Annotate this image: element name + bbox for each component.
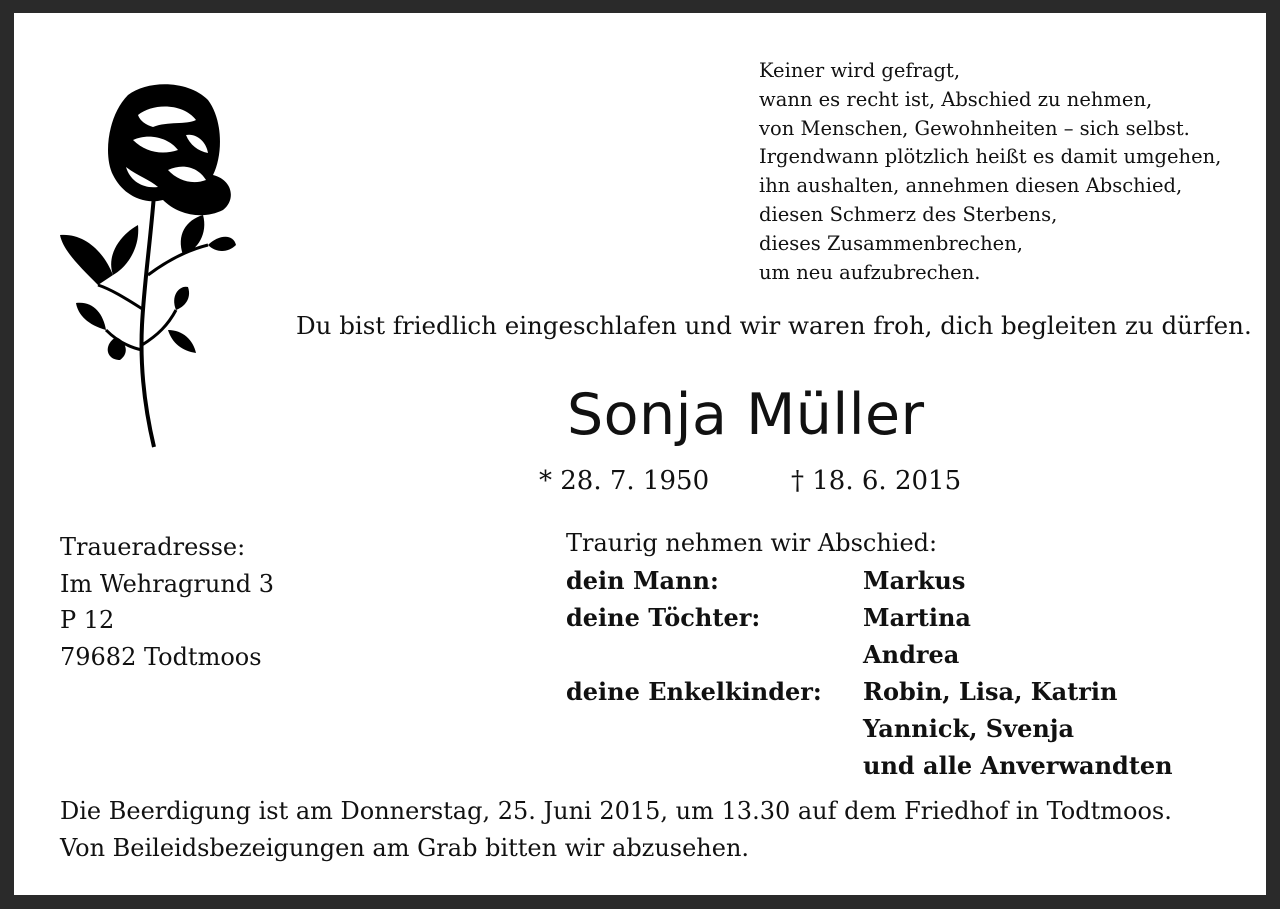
- address-line: Im Wehragrund 3: [60, 569, 275, 598]
- funeral-info: [60, 793, 1172, 867]
- poem-line: Keiner wird gefragt,: [759, 59, 961, 82]
- mourner-names: und alle Anverwandten: [863, 751, 1173, 780]
- address-line: P 12: [60, 606, 115, 635]
- poem-line: Irgendwann plötzlich heißt es damit umgehen,: [759, 145, 1222, 169]
- poem-line: ihn aushalten, annehmen diesen Abschied,: [759, 174, 1183, 198]
- obituary-notice: [14, 13, 1266, 895]
- poem-line: von Menschen, Gewohnheiten – sich selbst.: [759, 116, 1190, 140]
- poem-line: dieses Zusammenbrechen,: [759, 231, 1023, 255]
- mourner-names: Andrea: [863, 640, 960, 669]
- mourner-relation: dein Mann:: [566, 566, 719, 595]
- deceased-name: Sonja Müller: [567, 382, 925, 448]
- mourner-relation: deine Töchter:: [566, 603, 761, 632]
- mourner-names: Robin, Lisa, Katrin: [863, 677, 1118, 706]
- intro-sentence: Du bist friedlich eingeschlafen und wir waren froh, dich begleiten zu dürfen.: [296, 311, 1252, 340]
- mourner-names: Yannick, Svenja: [863, 714, 1075, 743]
- mourners-heading: Traurig nehmen wir Abschied:: [566, 529, 938, 557]
- poem: [759, 57, 1221, 287]
- condolence-line: Von Beileidsbezeigungen am Grab bitten wir abzusehen.: [60, 834, 750, 862]
- address-heading: Traueradresse:: [60, 533, 246, 561]
- mourner-names: Martina: [863, 603, 971, 632]
- birth-date: * 28. 7. 1950: [539, 466, 710, 496]
- mourning-address: [60, 529, 274, 676]
- death-date: † 18. 6. 2015: [791, 466, 962, 496]
- funeral-line: Die Beerdigung ist am Donnerstag, 25. Juni 2015, um 13.30 auf dem Friedhof in Todtmoos.: [60, 797, 1172, 825]
- mourner-names: Markus: [863, 566, 966, 595]
- mourner-relation: deine Enkelkinder:: [566, 677, 822, 706]
- poem-line: wann es recht ist, Abschied zu nehmen,: [759, 87, 1153, 111]
- address-line: 79682 Todtmoos: [60, 643, 262, 672]
- rose-icon: [58, 75, 238, 450]
- poem-line: diesen Schmerz des Sterbens,: [759, 202, 1058, 226]
- poem-line: um neu aufzubrechen.: [759, 260, 981, 284]
